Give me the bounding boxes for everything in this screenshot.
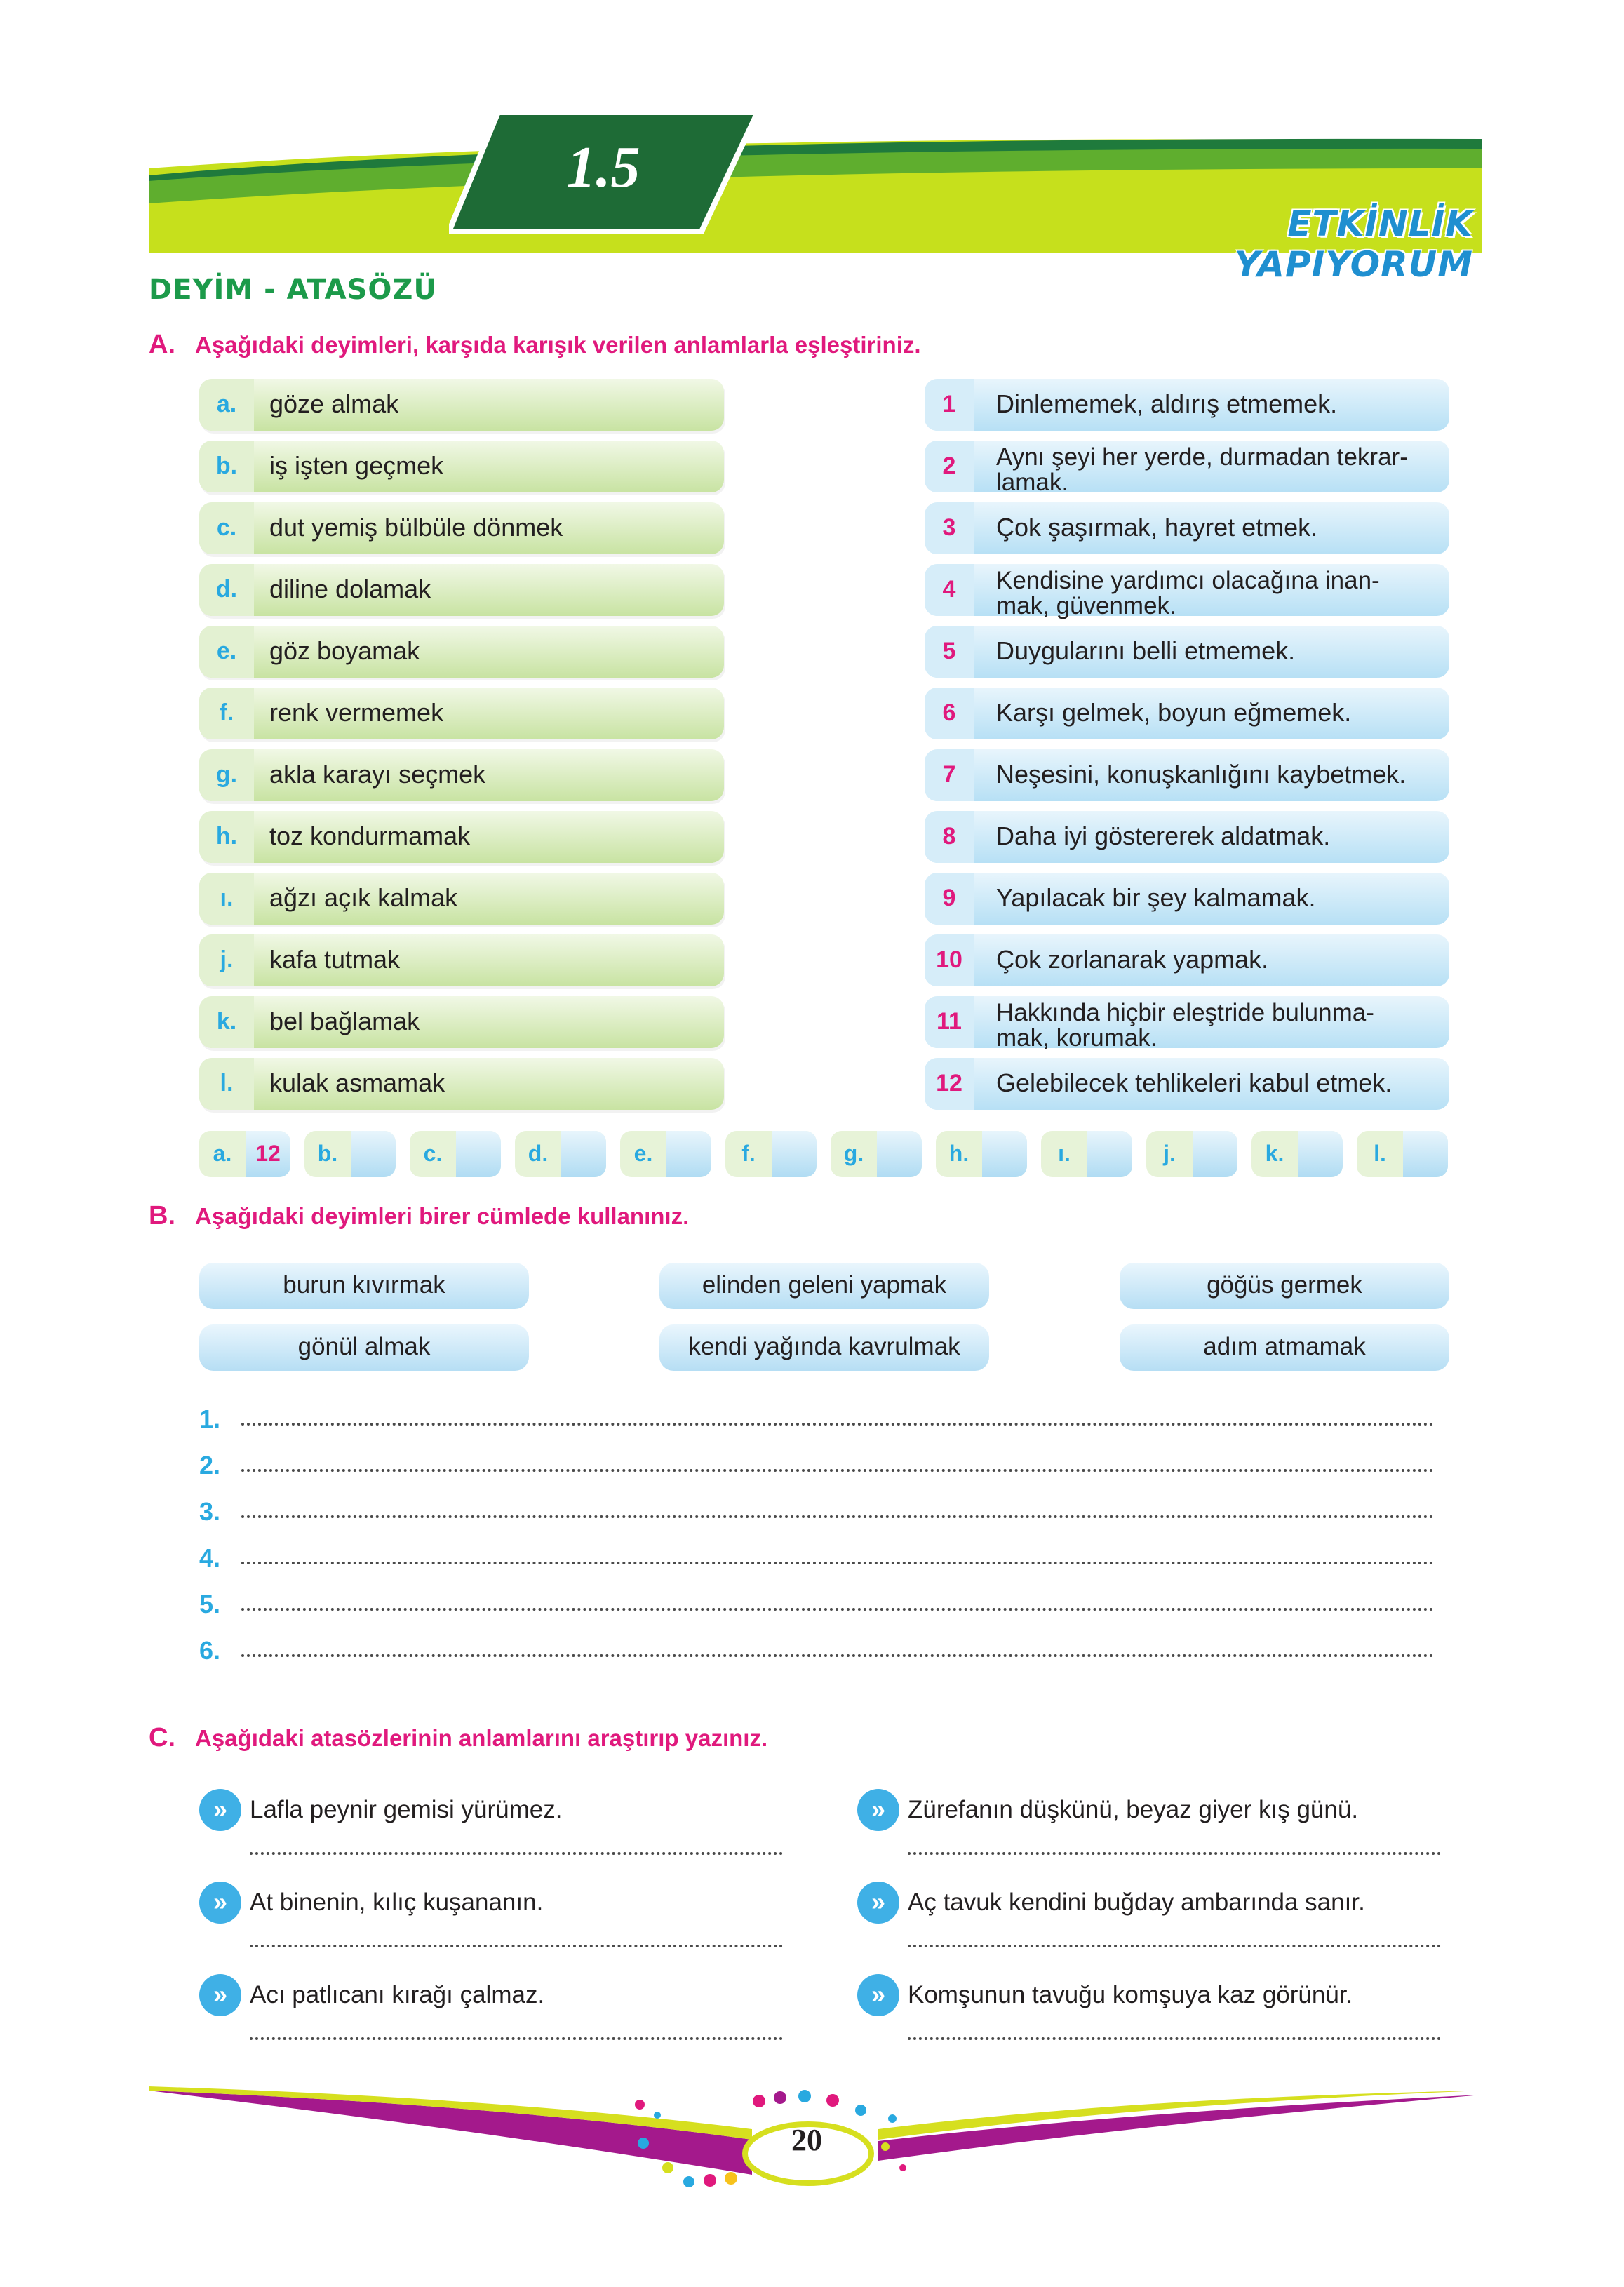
meaning-text: Karşı gelmek, boyun eğmemek. xyxy=(996,698,1352,727)
proverb-text: Zürefanın düşkünü, beyaz giyer kış günü. xyxy=(908,1796,1359,1823)
idiom-text: iş işten geçmek xyxy=(269,451,444,480)
answer-line[interactable] xyxy=(199,1497,1448,1525)
meaning-text: Daha iyi göstererek aldatmak. xyxy=(996,821,1331,850)
proverb-item xyxy=(857,1789,1454,1873)
double-chevron-right-icon: » xyxy=(199,1882,241,1924)
meaning-text: Yapılacak bir şey kalmamak. xyxy=(996,883,1316,912)
phrase-pill: gönül almak xyxy=(199,1324,529,1371)
meaning-item xyxy=(925,749,1449,801)
meaning-text: Kendisine yardımcı olacağına inan- mak, güvenmek. xyxy=(996,567,1380,619)
answer-box[interactable] xyxy=(1357,1131,1448,1177)
proverb-item xyxy=(199,1882,796,1966)
meaning-text: Hakkında hiçbir eleştride bulunma- mak, korumak. xyxy=(996,999,1374,1052)
answer-box[interactable] xyxy=(831,1131,922,1177)
idiom-text: diline dolamak xyxy=(269,575,431,603)
proverb-text: Komşunun tavuğu komşuya kaz görünür. xyxy=(908,1981,1353,2008)
answer-box[interactable] xyxy=(620,1131,711,1177)
answer-letter: e. xyxy=(633,1141,653,1166)
dotted-line[interactable] xyxy=(241,1423,1434,1426)
proverb-text: Aç tavuk kendini buğday ambarında sanır. xyxy=(908,1889,1365,1916)
meaning-item xyxy=(925,996,1449,1052)
meaning-text: Çok şaşırmak, hayret etmek. xyxy=(996,513,1318,542)
answer-line[interactable] xyxy=(199,1451,1448,1479)
meaning-item xyxy=(925,1058,1449,1110)
idiom-text: dut yemiş bülbüle dönmek xyxy=(269,513,563,542)
answer-box[interactable] xyxy=(199,1131,290,1177)
line-number: 5. xyxy=(199,1590,221,1618)
proverb-item xyxy=(857,1882,1454,1966)
idiom-text: bel bağlamak xyxy=(269,1007,420,1035)
question-letter: B. xyxy=(149,1201,175,1230)
idiom-text: ağzı açık kalmak xyxy=(269,883,458,912)
idiom-text: renk vermemek xyxy=(269,698,444,727)
double-chevron-right-icon: » xyxy=(857,1974,899,2016)
idiom-item xyxy=(199,379,724,431)
phrase-pill: kendi yağında kavrulmak xyxy=(659,1324,989,1371)
phrase-pill: burun kıvırmak xyxy=(199,1263,529,1309)
dotted-line[interactable] xyxy=(241,1562,1434,1564)
question-letter: C. xyxy=(149,1723,175,1752)
idiom-text: göz boyamak xyxy=(269,636,420,665)
proverb-item xyxy=(199,1789,796,1873)
answer-value[interactable] xyxy=(456,1131,501,1177)
proverb-text: Acı patlıcanı kırağı çalmaz. xyxy=(250,1981,545,2008)
answer-value[interactable] xyxy=(877,1131,922,1177)
answer-letter: k. xyxy=(1265,1141,1284,1166)
answer-letter: j. xyxy=(1163,1141,1176,1166)
meaning-number: 1 xyxy=(925,379,974,431)
dotted-line[interactable] xyxy=(241,1515,1434,1518)
answer-letter: a. xyxy=(213,1141,232,1166)
idiom-item xyxy=(199,811,724,863)
question-c-heading xyxy=(149,1723,767,1753)
idiom-letter: c. xyxy=(199,502,254,554)
meaning-number: 5 xyxy=(925,626,974,678)
meaning-text: Gelebilecek tehlikeleri kabul etmek. xyxy=(996,1068,1393,1097)
proverb-item xyxy=(857,1974,1454,2058)
answer-line[interactable] xyxy=(199,1636,1448,1664)
answer-value[interactable] xyxy=(351,1131,396,1177)
line-number: 1. xyxy=(199,1404,221,1433)
idiom-letter: h. xyxy=(199,811,254,863)
meaning-item xyxy=(925,502,1449,554)
question-text: Aşağıdaki deyimleri, karşıda karışık verilen anlamlarla eşleştiriniz. xyxy=(195,332,921,358)
meaning-number: 6 xyxy=(925,688,974,739)
answer-value[interactable] xyxy=(1298,1131,1343,1177)
answer-line[interactable] xyxy=(199,1404,1448,1433)
idiom-letter: b. xyxy=(199,441,254,492)
phrase-pill: adım atmamak xyxy=(1120,1324,1449,1371)
answer-letter: c. xyxy=(423,1141,443,1166)
meaning-item xyxy=(925,626,1449,678)
answer-value[interactable] xyxy=(1087,1131,1132,1177)
answer-value[interactable]: 12 xyxy=(246,1131,290,1177)
idiom-letter: e. xyxy=(199,626,254,678)
answer-value[interactable] xyxy=(982,1131,1027,1177)
answer-box[interactable] xyxy=(1251,1131,1343,1177)
meaning-number: 7 xyxy=(925,749,974,801)
meaning-number: 9 xyxy=(925,873,974,925)
answer-value[interactable] xyxy=(666,1131,711,1177)
meaning-text: Aynı şeyi her yerde, durmadan tekrar- lamak. xyxy=(996,443,1408,496)
dotted-line[interactable] xyxy=(241,1654,1434,1657)
idiom-letter: g. xyxy=(199,749,254,801)
dotted-line[interactable] xyxy=(241,1469,1434,1472)
answer-letter: g. xyxy=(843,1141,864,1166)
idiom-item xyxy=(199,502,724,554)
question-b-heading xyxy=(149,1201,689,1231)
answer-value[interactable] xyxy=(772,1131,817,1177)
phrase-pill: elinden geleni yapmak xyxy=(659,1263,989,1309)
page-header-title: ETKİNLİK YAPIYORUM xyxy=(1234,203,1473,285)
answer-box[interactable] xyxy=(1146,1131,1237,1177)
question-letter: A. xyxy=(149,330,175,359)
meaning-number: 11 xyxy=(925,996,974,1048)
idiom-item xyxy=(199,1058,724,1110)
meaning-item xyxy=(925,688,1449,739)
idiom-item xyxy=(199,441,724,492)
dotted-line[interactable] xyxy=(908,1945,1441,1947)
proverb-text: Lafla peynir gemisi yürümez. xyxy=(250,1796,563,1823)
answer-box[interactable] xyxy=(725,1131,817,1177)
question-text: Aşağıdaki deyimleri birer cümlede kullanınız. xyxy=(195,1203,690,1229)
idiom-text: toz kondurmamak xyxy=(269,821,471,850)
line-number: 2. xyxy=(199,1451,221,1480)
meaning-number: 2 xyxy=(925,441,974,492)
answer-box[interactable] xyxy=(410,1131,501,1177)
answer-letter: f. xyxy=(741,1141,756,1166)
answer-line[interactable] xyxy=(199,1590,1448,1618)
meaning-number: 8 xyxy=(925,811,974,863)
idiom-item xyxy=(199,749,724,801)
answer-value[interactable] xyxy=(561,1131,606,1177)
meaning-text: Çok zorlanarak yapmak. xyxy=(996,945,1269,974)
dotted-line[interactable] xyxy=(250,1945,783,1947)
meaning-item xyxy=(925,934,1449,986)
idiom-item xyxy=(199,626,724,678)
answer-letter: ı. xyxy=(1058,1141,1071,1166)
idiom-letter: f. xyxy=(199,688,254,739)
meaning-number: 4 xyxy=(925,564,974,616)
proverb-item xyxy=(199,1974,796,2058)
idiom-text: göze almak xyxy=(269,389,399,418)
answer-value[interactable] xyxy=(1403,1131,1448,1177)
idiom-text: akla karayı seçmek xyxy=(269,760,486,789)
answer-letter: b. xyxy=(317,1141,338,1166)
line-number: 3. xyxy=(199,1497,221,1526)
answer-line[interactable] xyxy=(199,1543,1448,1571)
answer-letter: d. xyxy=(528,1141,549,1166)
meaning-text: Neşesini, konuşkanlığını kaybetmek. xyxy=(996,760,1407,789)
meaning-number: 12 xyxy=(925,1058,974,1110)
meaning-text: Duygularını belli etmemek. xyxy=(996,636,1296,665)
idiom-letter: d. xyxy=(199,564,254,616)
line-number: 4. xyxy=(199,1543,221,1572)
line-number: 6. xyxy=(199,1636,221,1665)
meaning-number: 3 xyxy=(925,502,974,554)
question-text: Aşağıdaki atasözlerinin anlamlarını araştırıp yazınız. xyxy=(195,1725,768,1751)
idiom-letter: k. xyxy=(199,996,254,1048)
dotted-line[interactable] xyxy=(250,1852,783,1855)
meaning-item xyxy=(925,379,1449,431)
page-number: 20 xyxy=(791,2123,822,2157)
double-chevron-right-icon: » xyxy=(199,1789,241,1831)
dotted-line[interactable] xyxy=(241,1608,1434,1611)
activity-number-badge xyxy=(449,105,758,239)
idiom-item xyxy=(199,688,724,739)
idiom-letter: l. xyxy=(199,1058,254,1110)
question-a-heading xyxy=(149,330,921,360)
double-chevron-right-icon: » xyxy=(199,1974,241,2016)
meaning-item xyxy=(925,441,1449,496)
answer-box[interactable] xyxy=(1041,1131,1132,1177)
meaning-text: Dinlememek, aldırış etmemek. xyxy=(996,389,1338,418)
idiom-letter: a. xyxy=(199,379,254,431)
idiom-letter: ı. xyxy=(199,873,254,925)
idiom-text: kulak asmamak xyxy=(269,1068,445,1097)
answer-box[interactable] xyxy=(515,1131,606,1177)
meaning-item xyxy=(925,564,1449,619)
proverb-text: At binenin, kılıç kuşananın. xyxy=(250,1889,544,1916)
dotted-line[interactable] xyxy=(250,2037,783,2040)
answer-letter: h. xyxy=(948,1141,969,1166)
dotted-line[interactable] xyxy=(908,1852,1441,1855)
idiom-item xyxy=(199,934,724,986)
dotted-line[interactable] xyxy=(908,2037,1441,2040)
idiom-letter: j. xyxy=(199,934,254,986)
idiom-item xyxy=(199,873,724,925)
activity-number: 1.5 xyxy=(566,135,640,200)
answer-letter: l. xyxy=(1374,1141,1386,1166)
meaning-item xyxy=(925,811,1449,863)
phrase-pill: göğüs germek xyxy=(1120,1263,1449,1309)
idiom-item xyxy=(199,996,724,1048)
section-title: DEYİM - ATASÖZÜ xyxy=(149,274,437,306)
double-chevron-right-icon: » xyxy=(857,1882,899,1924)
answer-value[interactable] xyxy=(1193,1131,1237,1177)
double-chevron-right-icon: » xyxy=(857,1789,899,1831)
meaning-number: 10 xyxy=(925,934,974,986)
idiom-text: kafa tutmak xyxy=(269,945,401,974)
answer-box[interactable] xyxy=(936,1131,1027,1177)
meaning-item xyxy=(925,873,1449,925)
answer-box[interactable] xyxy=(304,1131,396,1177)
idiom-item xyxy=(199,564,724,616)
